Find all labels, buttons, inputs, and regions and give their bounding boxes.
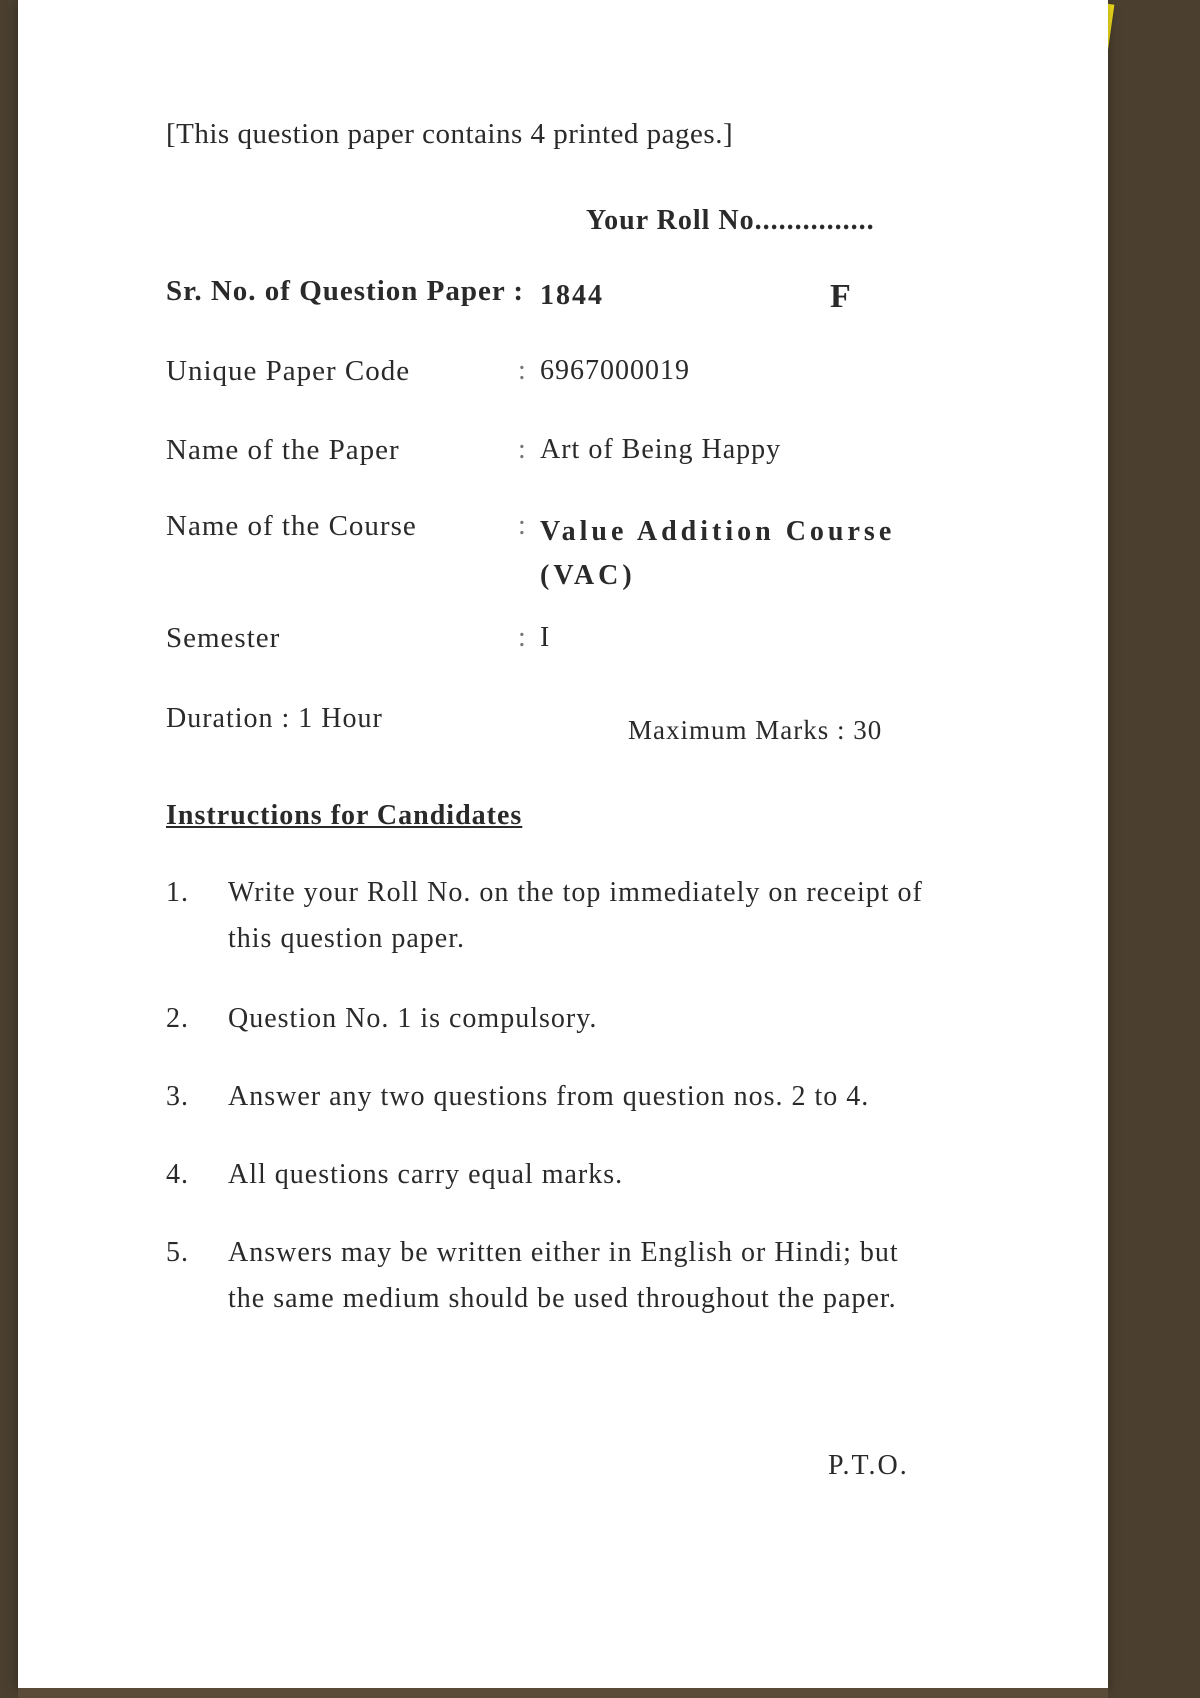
duration: Duration : 1 Hour	[166, 703, 383, 734]
instruction-item	[166, 996, 926, 1042]
set-code: F	[830, 278, 851, 315]
page-count-note: [This question paper contains 4 printed pages.]	[166, 118, 734, 150]
course-name-value: Value Addition Course (VAC)	[540, 516, 896, 591]
maximum-marks: Maximum Marks : 30	[628, 715, 883, 745]
paper-code-colon: :	[518, 355, 526, 386]
semester-label: Semester	[166, 622, 281, 654]
paper-code-label: Unique Paper Code	[166, 355, 411, 387]
paper-name-label: Name of the Paper	[166, 434, 400, 466]
question-paper-sheet	[18, 0, 1108, 1690]
instruction-number: 4.	[166, 1159, 189, 1190]
semester-colon: :	[518, 622, 526, 653]
sr-no-label: Sr. No. of Question Paper :	[166, 275, 525, 307]
instructions-title: Instructions for Candidates	[166, 800, 523, 831]
instruction-item	[166, 1152, 926, 1198]
paper-name-colon: :	[518, 434, 526, 465]
instruction-item	[166, 870, 926, 962]
semester-value: I	[540, 622, 551, 653]
instruction-number: 1.	[166, 877, 189, 908]
instruction-item	[166, 1230, 926, 1322]
instruction-text: Question No. 1 is compulsory.	[228, 1003, 598, 1034]
instruction-text: All questions carry equal marks.	[228, 1159, 624, 1190]
sr-no-value: 1844	[540, 280, 604, 311]
course-name-label: Name of the Course	[166, 510, 417, 542]
instruction-number: 5.	[166, 1237, 189, 1268]
instruction-number: 3.	[166, 1081, 189, 1112]
please-turn-over: P.T.O.	[828, 1450, 909, 1481]
paper-code-value: 6967000019	[540, 355, 690, 386]
instruction-text: Answer any two questions from question nos. 2 to 4.	[228, 1081, 870, 1112]
instruction-text: Answers may be written either in English or Hindi; but the same medium should be used throughout the paper.	[228, 1237, 899, 1314]
roll-number-field: Your Roll No...............	[586, 205, 875, 236]
instruction-item	[166, 1074, 926, 1120]
paper-name-value: Art of Being Happy	[540, 434, 782, 465]
instruction-text: Write your Roll No. on the top immediately on receipt of this question paper.	[228, 877, 923, 954]
instruction-number: 2.	[166, 1003, 189, 1034]
course-name-colon: :	[518, 510, 526, 541]
